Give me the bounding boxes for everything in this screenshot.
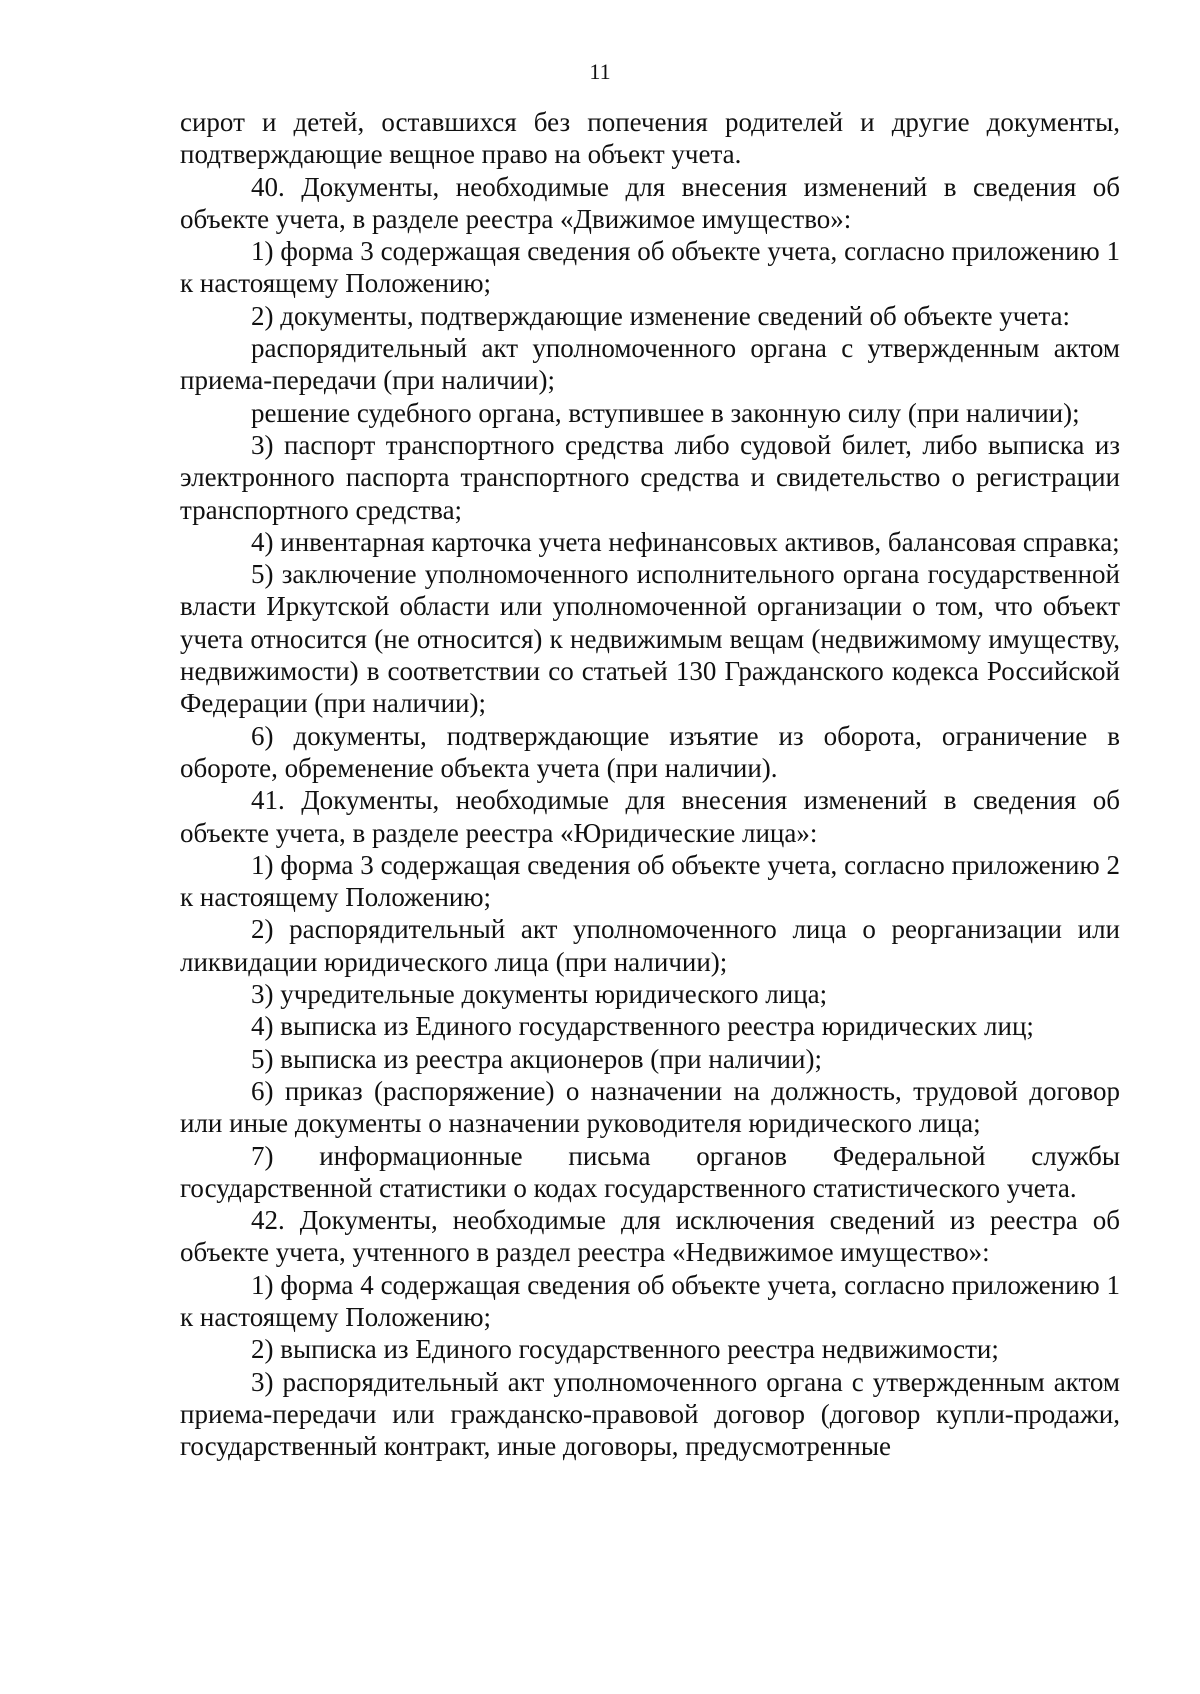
paragraph-41-4: 4) выписка из Единого государственного реестра юридических лиц;: [251, 1011, 1034, 1042]
paragraph-continuation: сирот и детей, оставшихся без попечения родителей и другие документы, подтверждающие вещное право на объект учета.: [180, 107, 1120, 170]
paragraph-40-2-court: решение судебного органа, вступившее в законную силу (при наличии);: [251, 397, 1080, 428]
page-number: 11: [589, 59, 611, 84]
paragraph-41-5: 5) выписка из реестра акционеров (при наличии);: [251, 1043, 822, 1074]
paragraph-41-2: 2) распорядительный акт уполномоченного лица о реорганизации или ликвидации юридического лица (при наличии);: [180, 914, 1120, 977]
paragraph-item-41: 41. Документы, необходимые для внесения изменений в сведения об объекте учета, в разделе реестра «Юридические лица»:: [180, 785, 1120, 848]
paragraph-41-3: 3) учредительные документы юридического лица;: [251, 979, 828, 1010]
paragraph-42-1: 1) форма 4 содержащая сведения об объекте учета, согласно приложению 1 к настоящему Положению;: [180, 1269, 1120, 1332]
paragraph-41-6: 6) приказ (распоряжение) о назначении на должность, трудовой договор или иные документы о назначении руководителя юридического лица;: [180, 1075, 1120, 1139]
document-body: [180, 106, 1120, 1462]
paragraph-item-42: 42. Документы, необходимые для исключения сведений из реестра об объекте учета, учтенного в раздел реестра «Недвижимое имущество»:: [180, 1205, 1120, 1268]
paragraph-40-3: 3) паспорт транспортного средства либо судовой билет, либо выписка из электронного паспорта транспортного средства и свидетельство о регистрации транспортного средства;: [180, 429, 1120, 525]
paragraph-40-5: 5) заключение уполномоченного исполнительного органа государственной власти Иркутской области или уполномоченной организации о том, что объект учета относится (не относится) к недвижимым вещам (недвижимому имуществу, недвижимости) в соответствии со статьей 130 Гражданского кодекса Российской Федерации (при наличии);: [180, 559, 1120, 719]
paragraph-42-2: 2) выписка из Единого государственного реестра недвижимости;: [251, 1334, 999, 1365]
paragraph-40-2-act: распорядительный акт уполномоченного органа с утвержденным актом приема-передачи (при наличии);: [180, 333, 1120, 396]
paragraph-40-6: 6) документы, подтверждающие изъятие из оборота, ограничение в обороте, обременение объекта учета (при наличии).: [180, 720, 1120, 783]
paragraph-item-40: 40. Документы, необходимые для внесения изменений в сведения об объекте учета, в разделе реестра «Движимое имущество»:: [180, 171, 1120, 234]
paragraph-40-4: 4) инвентарная карточка учета нефинансовых активов, балансовая справка;: [251, 526, 1120, 557]
paragraph-40-2: 2) документы, подтверждающие изменение сведений об объекте учета:: [251, 300, 1070, 331]
paragraph-41-1: 1) форма 3 содержащая сведения об объекте учета, согласно приложению 2 к настоящему Положению;: [180, 849, 1120, 913]
paragraph-41-7: 7) информационные письма органов Федеральной службы государственной статистики о кодах государственного статистического учета.: [180, 1140, 1120, 1203]
paragraph-42-3: 3) распорядительный акт уполномоченного органа с утвержденным актом приема-передачи или гражданско-правовой договор (договор купли-продажи, государственный контракт, иные договоры, предусмотренные: [180, 1366, 1120, 1462]
paragraph-40-1: 1) форма 3 содержащая сведения об объекте учета, согласно приложению 1 к настоящему Положению;: [180, 236, 1120, 299]
